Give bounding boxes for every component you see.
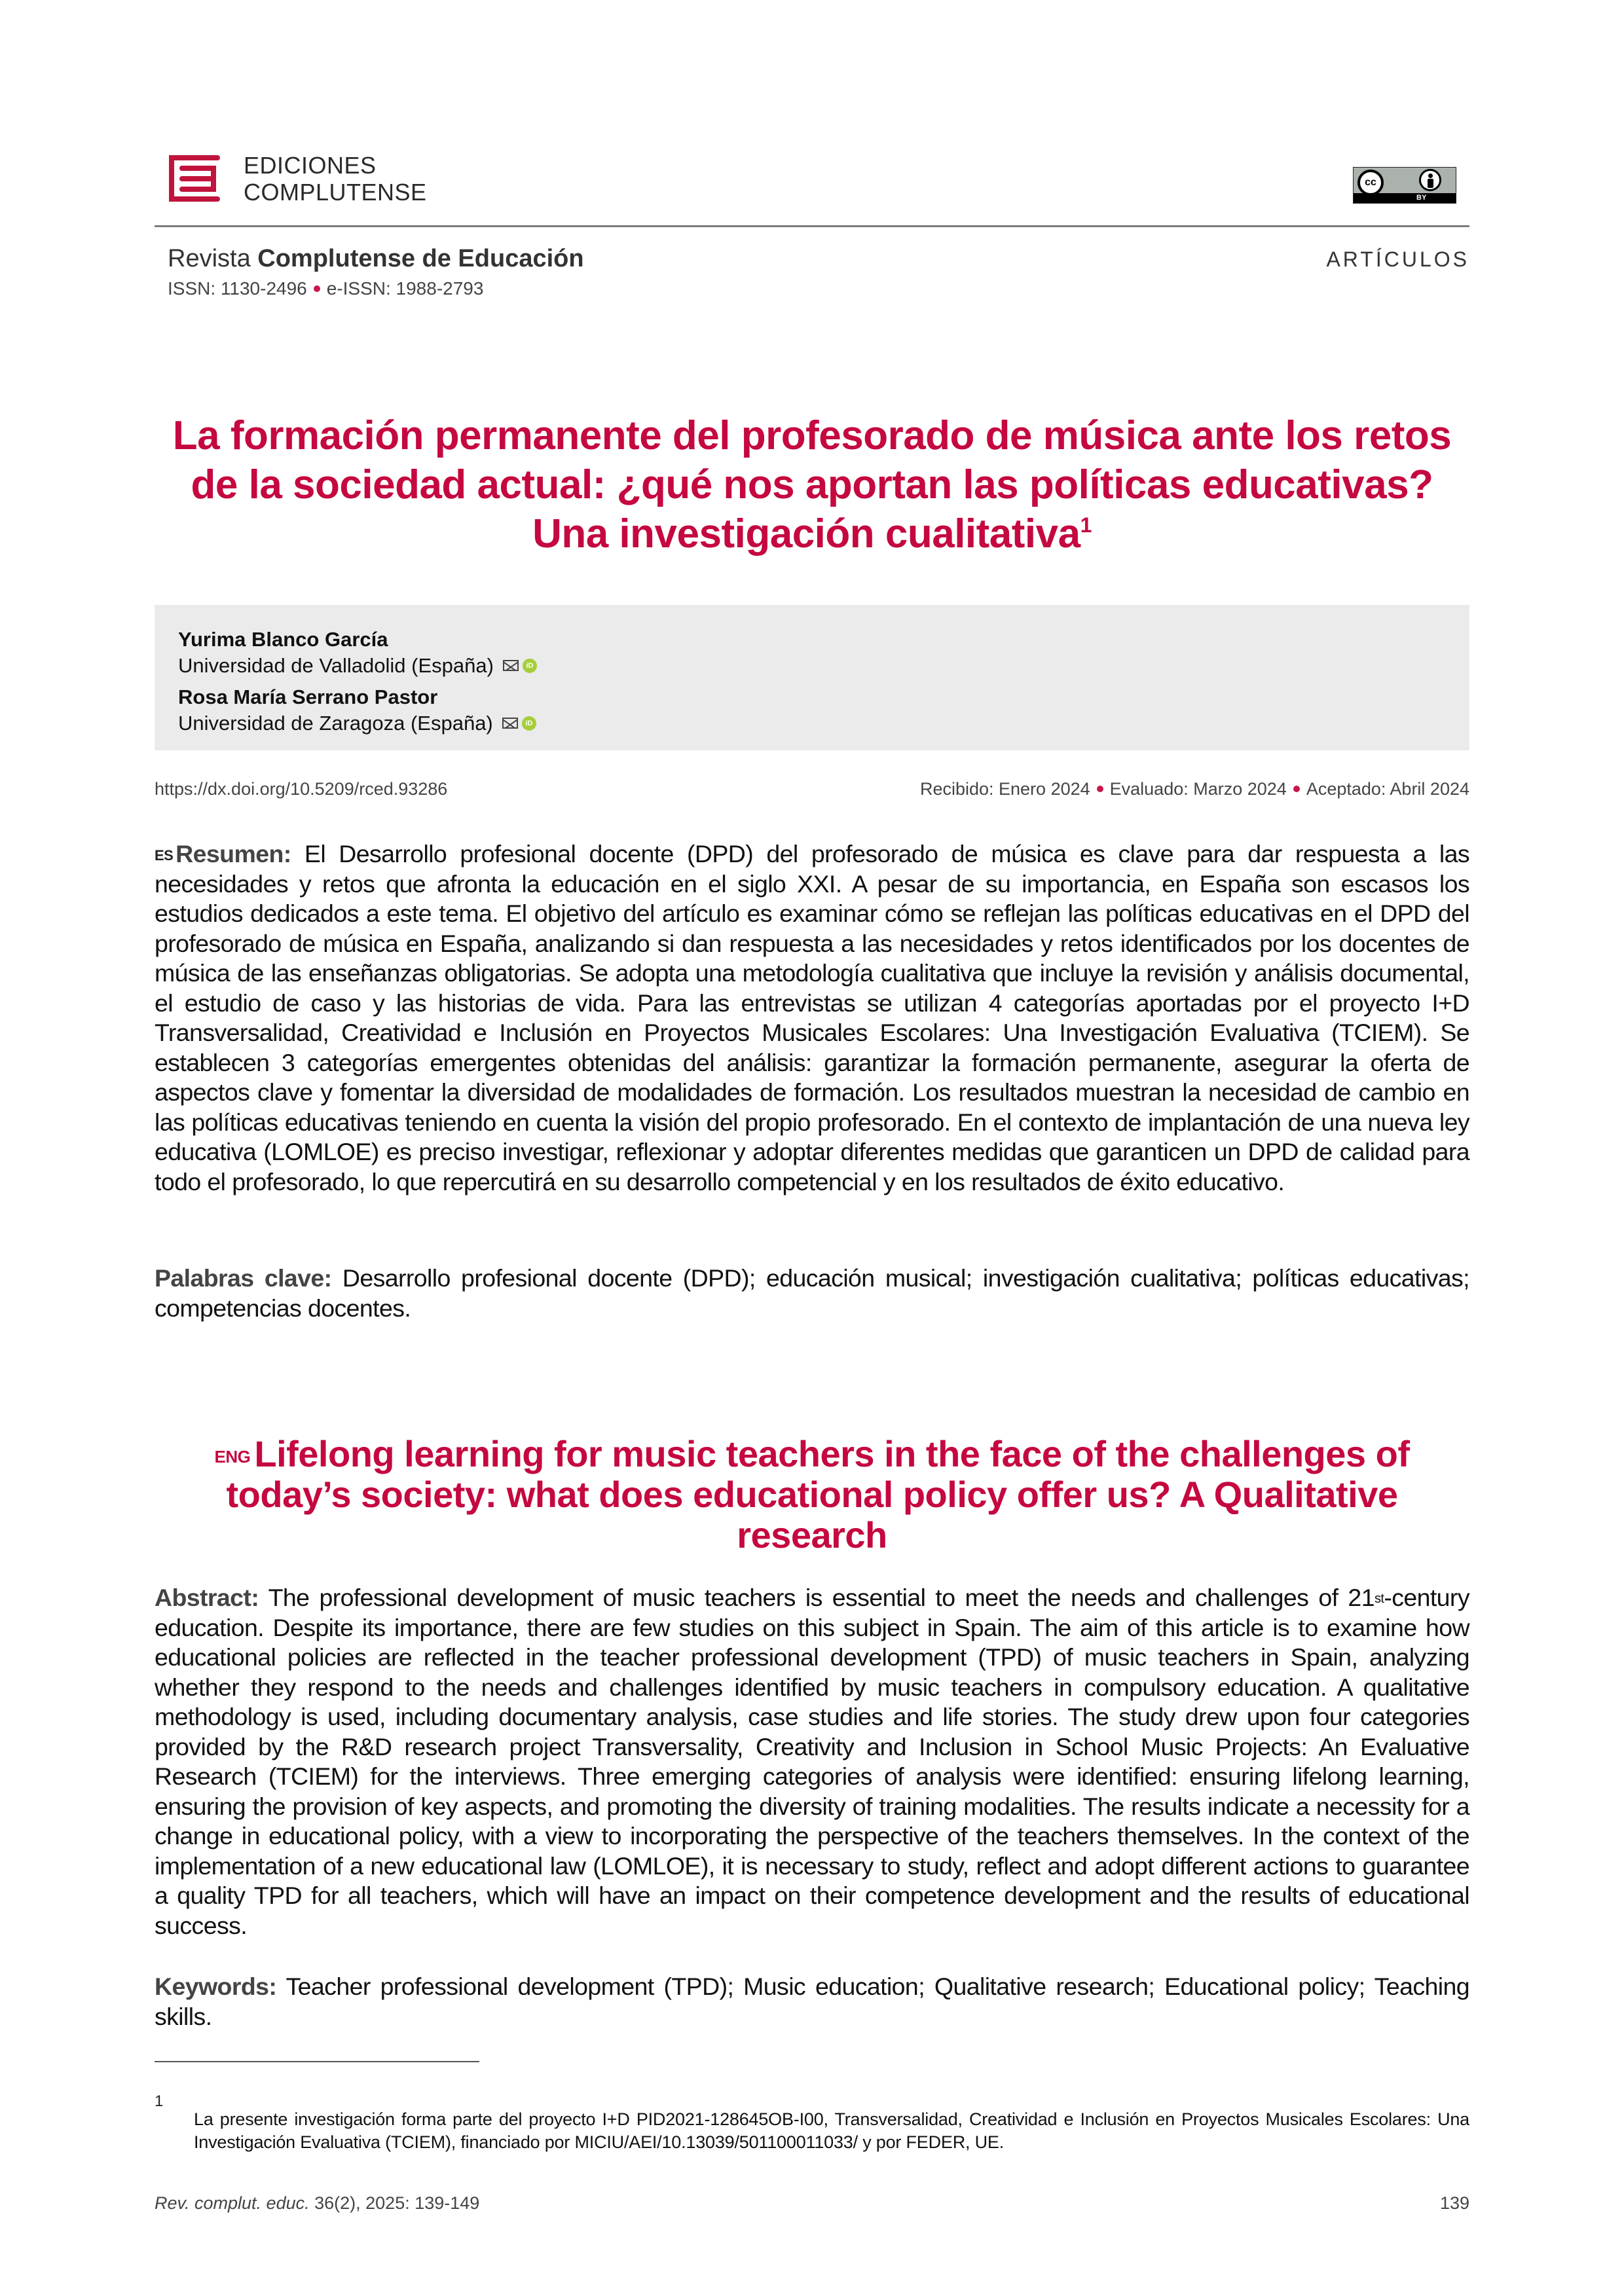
authors-box <box>155 605 1469 750</box>
footer-citation <box>155 2193 479 2214</box>
publisher-name <box>244 152 427 206</box>
orcid-icon[interactable]: iD <box>523 659 537 673</box>
journal-name: Complutense de Educación <box>257 245 584 272</box>
abstract-text-start: The professional development of music teachers is essential to meet the needs and challenges of 21 <box>268 1584 1375 1611</box>
page-number: 139 <box>1439 2193 1469 2213</box>
keywords-text: Desarrollo profesional docente (DPD); educación musical; investigación cualitativa; políticas educativas; competencias docentes. <box>155 1264 1469 1322</box>
orcid-icon[interactable]: iD <box>522 716 536 731</box>
spanish-keywords <box>155 1264 1469 1323</box>
article-title-text: La formación permanente del profesorado de música ante los retos de la sociedad actual: ¿qué nos aportan las políticas educativas? Una investigación cualitativa <box>172 413 1452 556</box>
author-name: Yurima Blanco García <box>178 628 388 651</box>
section-label: ARTÍCULOS <box>1326 247 1469 271</box>
title-footnote-ref[interactable]: 1 <box>1080 513 1092 537</box>
issn: ISSN: 1130-2496 <box>168 278 307 299</box>
journal-title <box>168 244 584 274</box>
author-affiliation <box>178 711 536 736</box>
bullet-icon <box>1097 786 1103 792</box>
english-keywords <box>155 1972 1469 2032</box>
language-tag: ES <box>155 847 174 864</box>
spanish-abstract <box>155 839 1469 1197</box>
footnote-number: 1 <box>155 2092 164 2110</box>
ediciones-complutense-logo-icon <box>168 154 220 203</box>
email-icon[interactable] <box>502 718 518 729</box>
issn-line <box>168 278 483 300</box>
english-title <box>155 1434 1469 1556</box>
abstract-text-rest: -century education. Despite its importance, there are few studies on this subject in Spain. The aim of this article is to examine how educational policies are reflected in the teacher professional development (TPD) of music teachers in Spain, analyzing whether they respond to the needs and challenges identified by music teachers in compulsory education. A qualitative methodology is used, including documentary analysis, case studies and life stories. The study drew upon four categories provided by the R&D research project Transversality, Creativity and Inclusion in School Music Projects: An Evaluative Research (TCIEM) for the interviews. Three emerging categories of analysis were identified: ensuring lifelong learning, ensuring the provision of key aspects, and promoting the diversity of training modalities. The results indicate a necessity for a change in educational policy, with a view to incorporating the perspective of the teachers themselves. In the context of the implementation of a new educational law (LOMLOE), it is necessary to study, reflect and adopt different actions to guarantee a quality TPD for all teachers, which will have an impact on their competence development and the results of educational success. <box>155 1584 1469 1939</box>
journal-prefix: Revista <box>168 245 251 272</box>
journal-abbrev: Rev. complut. educ. <box>155 2193 310 2213</box>
footnote-text: La presente investigación forma parte del proyecto I+D PID2021-128645OB-I00, Transversalidad, Creatividad e Inclusión en Proyectos Musicales Escolares: Una Investigación Evaluativa (TCIEM), financiado por MICIU/AEI/10.13039/501100011033/ y por FEDER, UE. <box>194 2109 1469 2152</box>
bullet-icon <box>314 285 320 292</box>
article-dates <box>920 779 1469 799</box>
bullet-icon <box>1293 786 1300 792</box>
affiliation-text: Universidad de Valladolid (España) <box>178 654 494 677</box>
abstract-label: Resumen: <box>175 840 291 867</box>
evaluated-date: Evaluado: Marzo 2024 <box>1109 779 1287 799</box>
cc-by-license-badge[interactable] <box>1353 167 1456 204</box>
doi-link[interactable]: https://dx.doi.org/10.5209/rced.93286 <box>155 779 448 799</box>
language-tag: ENG <box>214 1447 251 1467</box>
header-divider <box>155 225 1469 227</box>
footnote-divider <box>155 2061 479 2062</box>
ordinal-suffix: st <box>1374 1592 1384 1606</box>
author-name: Rosa María Serrano Pastor <box>178 685 438 708</box>
english-abstract <box>155 1583 1469 1941</box>
eissn: e-ISSN: 1988-2793 <box>326 278 484 299</box>
by-label: BY <box>1416 194 1427 202</box>
article-title <box>155 411 1469 558</box>
email-icon[interactable] <box>503 660 519 671</box>
publisher-line-2: COMPLUTENSE <box>244 179 427 206</box>
abstract-text: El Desarrollo profesional docente (DPD) del profesorado de música es clave para dar respuesta a las necesidades y retos que afronta la educación en el siglo XXI. A pesar de su importancia, en España son escasos los estudios dedicados a este tema. El objetivo del artículo es examinar cómo se reflejan las políticas educativas en el DPD del profesorado de música en España, analizando si dan respuesta a las necesidades y retos identificados por los docentes de música de las enseñanzas obligatorias. Se adopta una metodología cualitativa que incluye la revisión y análisis documental, el estudio de caso y las historias de vida. Para las entrevistas se utilizan 4 categorías aportadas por el proyecto I+D Transversalidad, Creatividad e Inclusión en Proyectos Musicales Escolares: Una Investigación Evaluativa (TCIEM). Se establecen 3 categorías emergentes obtenidas del análisis: garantizar la formación permanente, asegurar la oferta de aspectos clave y fomentar la diversidad de modalidades de formación. Los resultados muestran la necesidad de cambio en las políticas educativas teniendo en cuenta la visión del propio profesorado. En el contexto de implantación de una nueva ley educativa (LOMLOE) es preciso investigar, reflexionar y adoptar diferentes medidas que garanticen un DPD de calidad para todo el profesorado, lo que repercutirá en su desarrollo competencial y en los resultados de éxito educativo. <box>155 840 1469 1195</box>
received-date: Recibido: Enero 2024 <box>919 779 1090 799</box>
volume-pages: 36(2), 2025: 139-149 <box>309 2193 480 2213</box>
keywords-label: Palabras clave: <box>155 1264 332 1292</box>
accepted-date: Aceptado: Abril 2024 <box>1306 779 1469 799</box>
creative-commons-icon: cc <box>1357 170 1384 196</box>
abstract-label: Abstract: <box>155 1584 259 1611</box>
keywords-text: Teacher professional development (TPD); Music education; Qualitative research; Educational policy; Teaching skills. <box>155 1973 1469 2030</box>
keywords-label: Keywords: <box>155 1973 277 2000</box>
affiliation-text: Universidad de Zaragoza (España) <box>178 712 493 735</box>
attribution-icon <box>1419 169 1441 191</box>
english-title-text: Lifelong learning for music teachers in the face of the challenges of today’s society: what does educational policy offer us? A Qualitative research <box>226 1433 1410 1556</box>
author-affiliation <box>178 653 537 678</box>
publisher-line-1: EDICIONES <box>244 152 377 179</box>
